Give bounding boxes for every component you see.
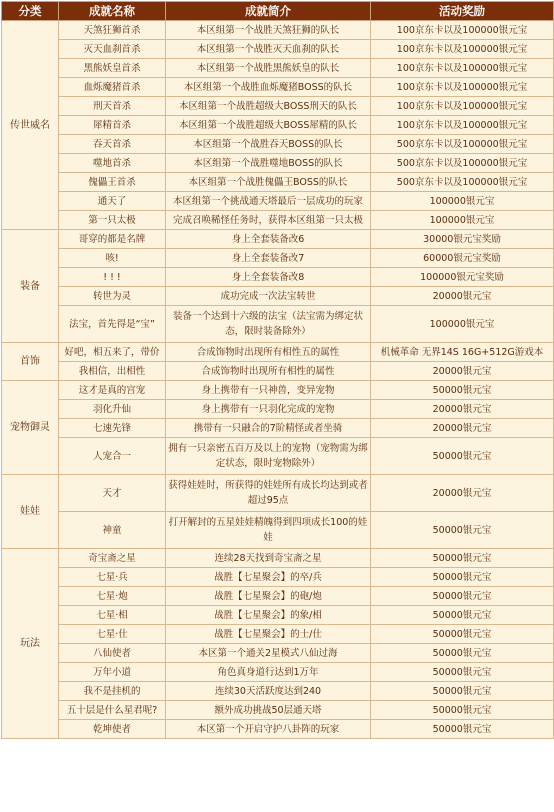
table-row	[2, 343, 554, 362]
table-row	[2, 701, 554, 720]
table-row	[2, 606, 554, 625]
achievement-desc-cell: 角色真身道行达到1万年	[166, 663, 371, 682]
achievement-desc-cell: 合成饰物时出现所有相性的属性	[166, 362, 371, 381]
table-row	[2, 438, 554, 475]
achievement-desc-cell: 身上全套装备改6	[166, 230, 371, 249]
achievement-desc-cell: 本区组第一个战胜天煞狂狮的队长	[166, 21, 371, 40]
table-row	[2, 475, 554, 512]
achievement-desc-cell: 打开解封的五星娃娃精魄得到四项成长100的娃娃	[166, 512, 371, 549]
category-cell: 装备	[2, 230, 59, 343]
table-row	[2, 97, 554, 116]
achievement-name-cell: 吞天首杀	[59, 135, 166, 154]
category-cell: 传世威名	[2, 21, 59, 230]
achievement-desc-cell: 额外成功挑战50层通天塔	[166, 701, 371, 720]
reward-cell: 100000银元宝	[371, 192, 554, 211]
table-row	[2, 173, 554, 192]
reward-cell: 50000银元宝	[371, 625, 554, 644]
reward-cell: 100000银元宝	[371, 211, 554, 230]
table-row	[2, 192, 554, 211]
achievement-desc-cell: 本区组第一个战胜噬地BOSS的队长	[166, 154, 371, 173]
table-row	[2, 59, 554, 78]
reward-cell: 100京东卡以及100000银元宝	[371, 78, 554, 97]
reward-cell: 50000银元宝	[371, 381, 554, 400]
reward-cell: 20000银元宝	[371, 419, 554, 438]
achievement-name-cell: 灭天血刹首杀	[59, 40, 166, 59]
achievement-name-cell: 这才是真的宫宠	[59, 381, 166, 400]
table-row	[2, 249, 554, 268]
achievement-name-cell: 刑天首杀	[59, 97, 166, 116]
table-row	[2, 306, 554, 343]
achievement-desc-cell: 身上携带有一只羽化完成的宠物	[166, 400, 371, 419]
header-description: 成就简介	[166, 2, 371, 21]
category-cell: 娃娃	[2, 475, 59, 549]
achievement-name-cell: 七星·仕	[59, 625, 166, 644]
achievement-desc-cell: 本区组第一个战胜灭天血刹的队长	[166, 40, 371, 59]
achievement-name-cell: 七星·兵	[59, 568, 166, 587]
achievement-name-cell: 法宝，首先得是“宝”	[59, 306, 166, 343]
achievement-name-cell: 第一只太极	[59, 211, 166, 230]
achievement-desc-cell: 成功完成一次法宝转世	[166, 287, 371, 306]
reward-cell: 100000银元宝	[371, 306, 554, 343]
achievement-name-cell: 好吧，相五来了，带价	[59, 343, 166, 362]
reward-cell: 100京东卡以及100000银元宝	[371, 59, 554, 78]
achievement-name-cell: 噬地首杀	[59, 154, 166, 173]
achievement-table	[1, 1, 554, 739]
table-row	[2, 720, 554, 739]
achievement-desc-cell: 连续28天找到奇宝斋之星	[166, 549, 371, 568]
category-cell: 宠物御灵	[2, 381, 59, 475]
reward-cell: 100京东卡以及100000银元宝	[371, 97, 554, 116]
achievement-desc-cell: 本区组第一个战胜超级大BOSS犀精的队长	[166, 116, 371, 135]
table-row	[2, 512, 554, 549]
achievement-name-cell: 天才	[59, 475, 166, 512]
reward-cell: 100000银元宝奖励	[371, 268, 554, 287]
achievement-name-cell: 傀儡王首杀	[59, 173, 166, 192]
table-row	[2, 21, 554, 40]
table-row	[2, 78, 554, 97]
achievement-name-cell: 神童	[59, 512, 166, 549]
table-row	[2, 568, 554, 587]
achievement-name-cell: 人宠合一	[59, 438, 166, 475]
achievement-desc-cell: 本区第一个开启守护八卦阵的玩家	[166, 720, 371, 739]
achievement-desc-cell: 合成饰物时出现所有相性五的属性	[166, 343, 371, 362]
achievement-name-cell: 五十层是什么星君呢?	[59, 701, 166, 720]
achievement-name-cell: 万年小道	[59, 663, 166, 682]
reward-cell: 20000银元宝	[371, 287, 554, 306]
reward-cell: 50000银元宝	[371, 644, 554, 663]
achievement-name-cell: 血烁魔猪首杀	[59, 78, 166, 97]
table-row	[2, 154, 554, 173]
reward-cell: 机械革命 无界14S 16G+512G游戏本	[371, 343, 554, 362]
category-cell: 玩法	[2, 549, 59, 739]
achievement-name-cell: 七星·相	[59, 606, 166, 625]
reward-cell: 50000银元宝	[371, 438, 554, 475]
reward-cell: 500京东卡以及100000银元宝	[371, 154, 554, 173]
achievement-desc-cell: 身上全套装备改8	[166, 268, 371, 287]
achievement-desc-cell: 身上携带有一只神兽，变异宠物	[166, 381, 371, 400]
category-cell: 首饰	[2, 343, 59, 381]
table-row	[2, 663, 554, 682]
achievement-name-cell: 羽化升仙	[59, 400, 166, 419]
achievement-desc-cell: 战胜【七星聚会】的士/仕	[166, 625, 371, 644]
table-row	[2, 40, 554, 59]
reward-cell: 100京东卡以及100000银元宝	[371, 21, 554, 40]
reward-cell: 50000银元宝	[371, 568, 554, 587]
reward-cell: 50000银元宝	[371, 663, 554, 682]
achievement-name-cell: 转世为灵	[59, 287, 166, 306]
table-row	[2, 268, 554, 287]
achievement-name-cell: 犀精首杀	[59, 116, 166, 135]
achievement-name-cell: 哥穿的都是名牌	[59, 230, 166, 249]
achievement-desc-cell: 本区组第一个战胜傀儡王BOSS的队长	[166, 173, 371, 192]
reward-cell: 50000银元宝	[371, 701, 554, 720]
reward-cell: 50000银元宝	[371, 587, 554, 606]
achievement-desc-cell: 本区组第一个战胜黑熊妖皇的队长	[166, 59, 371, 78]
achievement-name-cell: 七星·炮	[59, 587, 166, 606]
achievement-name-cell: 乾坤使者	[59, 720, 166, 739]
reward-cell: 60000银元宝奖励	[371, 249, 554, 268]
table-row	[2, 419, 554, 438]
table-row	[2, 682, 554, 701]
table-row	[2, 381, 554, 400]
achievement-desc-cell: 装备一个达到十六级的法宝（法宝需为绑定状态，限时装备除外）	[166, 306, 371, 343]
header-category: 分类	[2, 2, 59, 21]
reward-cell: 50000银元宝	[371, 682, 554, 701]
achievement-desc-cell: 本区组第一个战胜血烁魔猪BOSS的队长	[166, 78, 371, 97]
reward-cell: 20000银元宝	[371, 362, 554, 381]
achievement-desc-cell: 获得娃娃时，所获得的娃娃所有成长均达到或者超过95点	[166, 475, 371, 512]
achievement-name-cell: 八仙使者	[59, 644, 166, 663]
achievement-name-cell: 通天了	[59, 192, 166, 211]
reward-cell: 100京东卡以及100000银元宝	[371, 116, 554, 135]
achievement-name-cell: 七速先锋	[59, 419, 166, 438]
achievement-desc-cell: 身上全套装备改7	[166, 249, 371, 268]
achievement-desc-cell: 连续30天活跃度达到240	[166, 682, 371, 701]
reward-cell: 20000银元宝	[371, 475, 554, 512]
table-row	[2, 230, 554, 249]
achievement-desc-cell: 战胜【七星聚会】的象/相	[166, 606, 371, 625]
achievement-desc-cell: 战胜【七星聚会】的砲/炮	[166, 587, 371, 606]
reward-cell: 50000银元宝	[371, 549, 554, 568]
achievement-name-cell: 天煞狂狮首杀	[59, 21, 166, 40]
table-row	[2, 549, 554, 568]
reward-cell: 30000银元宝奖励	[371, 230, 554, 249]
reward-cell: 20000银元宝	[371, 400, 554, 419]
reward-cell: 500京东卡以及100000银元宝	[371, 173, 554, 192]
reward-cell: 50000银元宝	[371, 606, 554, 625]
achievement-name-cell: ! ! !	[59, 268, 166, 287]
reward-cell: 50000银元宝	[371, 512, 554, 549]
table-body	[2, 21, 554, 739]
reward-cell: 100京东卡以及100000银元宝	[371, 40, 554, 59]
reward-cell: 500京东卡以及100000银元宝	[371, 135, 554, 154]
achievement-desc-cell: 本区组第一个挑战通天塔最后一层成功的玩家	[166, 192, 371, 211]
table-row	[2, 400, 554, 419]
table-row	[2, 362, 554, 381]
achievement-name-cell: 奇宝斋之星	[59, 549, 166, 568]
achievement-desc-cell: 本区组第一个战胜吞天BOSS的队长	[166, 135, 371, 154]
table-row	[2, 135, 554, 154]
table-row	[2, 644, 554, 663]
table-row	[2, 625, 554, 644]
achievement-name-cell: 咳!	[59, 249, 166, 268]
achievement-desc-cell: 战胜【七星聚会】的卒/兵	[166, 568, 371, 587]
achievement-name-cell: 我不是挂机的	[59, 682, 166, 701]
achievement-name-cell: 黑熊妖皇首杀	[59, 59, 166, 78]
table-row	[2, 116, 554, 135]
achievement-desc-cell: 本区组第一个战胜超级大BOSS刑天的队长	[166, 97, 371, 116]
table-row	[2, 287, 554, 306]
table-row	[2, 211, 554, 230]
achievement-desc-cell: 携带有一只融合的7阶精怪或者坐骑	[166, 419, 371, 438]
header-reward: 活动奖励	[371, 2, 554, 21]
reward-cell: 50000银元宝	[371, 720, 554, 739]
achievement-desc-cell: 完成召唤稀怪任务时，获得本区组第一只太极	[166, 211, 371, 230]
achievement-name-cell: 我相信，出相性	[59, 362, 166, 381]
header-name: 成就名称	[59, 2, 166, 21]
header-row	[2, 2, 554, 21]
table-row	[2, 587, 554, 606]
achievement-desc-cell: 拥有一只亲密五百万及以上的宠物（宠物需为绑定状态，限时宠物除外）	[166, 438, 371, 475]
achievement-desc-cell: 本区第一个通关2星模式八仙过海	[166, 644, 371, 663]
